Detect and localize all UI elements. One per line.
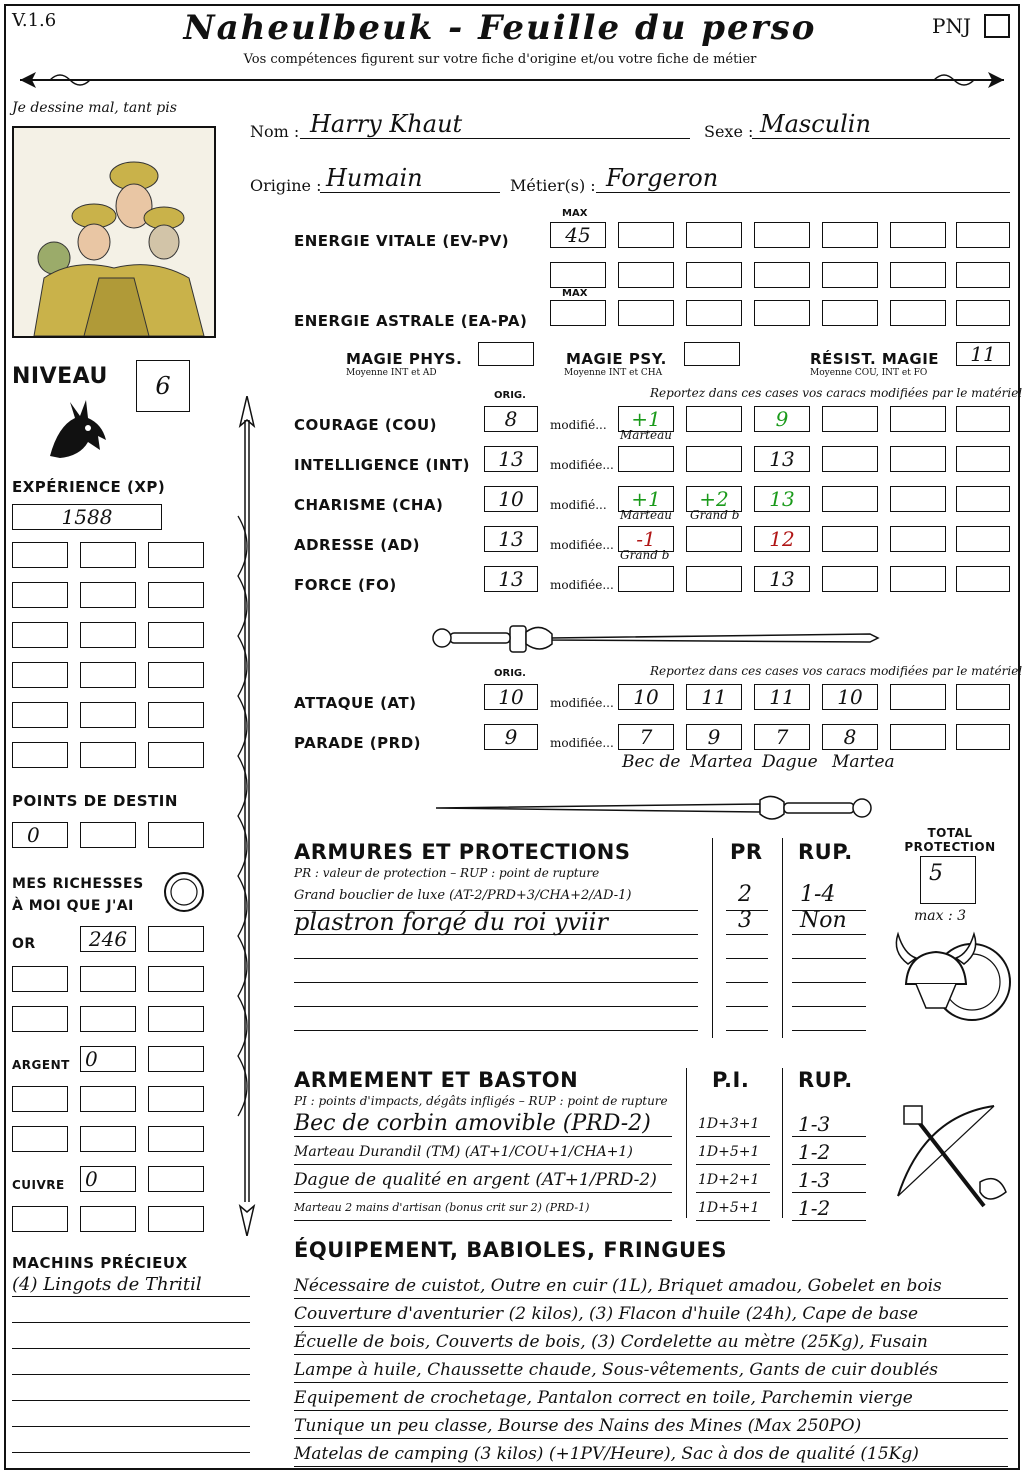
armor-pr[interactable]: 2 xyxy=(738,882,752,907)
ea-box[interactable] xyxy=(890,300,946,326)
portrait-frame xyxy=(12,126,216,338)
xp-box[interactable] xyxy=(12,742,68,768)
carac-label: CHARISME (CHA) xyxy=(294,496,444,514)
xp-box[interactable] xyxy=(80,622,136,648)
weapons-divider-2 xyxy=(782,1068,783,1218)
armor-name[interactable]: Grand bouclier de luxe (AT-2/PRD+3/CHA+2/AD-1) xyxy=(294,888,632,903)
xp-box[interactable] xyxy=(80,662,136,688)
armor-line xyxy=(294,958,698,959)
weapon-name[interactable]: Marteau Durandil (TM) (AT+1/COU+1/CHA+1) xyxy=(294,1144,633,1160)
carac-mod-box[interactable] xyxy=(822,566,878,592)
equipment-item[interactable]: Tunique un peu classe, Bourse des Nains des Mines (Max 250PO) xyxy=(294,1416,862,1436)
arrow-ornament-icon xyxy=(10,68,1014,92)
ea-box[interactable] xyxy=(686,300,742,326)
silver-box[interactable] xyxy=(148,1046,204,1072)
armor-line xyxy=(294,982,698,983)
pnj-label: PNJ xyxy=(932,14,971,38)
combat-orig-label: ORIG. xyxy=(494,668,526,679)
weapon-pi[interactable]: 1D+3+1 xyxy=(698,1116,760,1132)
carac-orig-box[interactable]: 8 xyxy=(484,406,538,432)
equipment-item[interactable]: Matelas de camping (3 kilos) (+1PV/Heure), Sac à dos de qualité (15Kg) xyxy=(294,1444,919,1464)
weapon-pi-line xyxy=(696,1164,770,1165)
total-protection-label: TOTAL PROTECTION xyxy=(904,826,996,854)
subtitle: Vos compétences figurent sur votre fiche d'origine et/ou votre fiche de métier xyxy=(243,52,757,67)
carac-mod-box[interactable] xyxy=(822,406,878,432)
destin-label: POINTS DE DESTIN xyxy=(12,792,178,810)
armor-pr[interactable]: 3 xyxy=(738,908,752,933)
weapons-pi-header: P.I. xyxy=(712,1068,750,1092)
armor-name[interactable]: plastron forgé du roi yviir xyxy=(294,908,608,936)
weapon-rup[interactable]: 1-2 xyxy=(798,1140,831,1164)
nom-value[interactable]: Harry Khaut xyxy=(310,110,463,138)
equipment-item[interactable]: Nécessaire de cuistot, Outre en cuir (1L), Briquet amadou, Gobelet en bois xyxy=(294,1276,942,1296)
gold-box[interactable] xyxy=(12,1006,68,1032)
equipment-item[interactable]: Écuelle de bois, Couverts de bois, (3) Cordelette au mètre (25Kg), Fusain xyxy=(294,1332,928,1352)
armor-rup-line xyxy=(792,934,866,935)
equipment-line xyxy=(294,1382,1008,1383)
xp-box[interactable] xyxy=(12,622,68,648)
sexe-label: Sexe : xyxy=(704,122,754,141)
gold-box[interactable] xyxy=(12,966,68,992)
silver-box[interactable] xyxy=(80,1126,136,1152)
argent-box[interactable]: 0 xyxy=(80,1046,136,1072)
carac-mod-box-2[interactable]: +2 xyxy=(686,486,742,512)
origine-label: Origine : xyxy=(250,176,322,195)
copper-box[interactable] xyxy=(12,1206,68,1232)
carac-mod-box[interactable] xyxy=(890,486,946,512)
carac-mod-box[interactable] xyxy=(890,406,946,432)
carac-mod-box-2[interactable] xyxy=(686,406,742,432)
sword-icon-2 xyxy=(430,790,880,826)
combat-weapon-note: Bec de xyxy=(622,752,681,772)
equipment-item[interactable]: Equipement de crochetage, Pantalon correct en toile, Parchemin vierge xyxy=(294,1388,913,1408)
armor-rup-line xyxy=(792,1030,866,1031)
carac-mod-box-1[interactable]: -1 xyxy=(618,526,674,552)
machins-line xyxy=(12,1400,250,1401)
armor-rup[interactable]: 1-4 xyxy=(800,882,836,907)
combat-weapon-note: Martea xyxy=(832,752,895,772)
carac-orig-box[interactable]: 13 xyxy=(484,446,538,472)
xp-box[interactable] xyxy=(148,622,204,648)
combat-mod-box[interactable] xyxy=(890,684,946,710)
carac-mod-box[interactable] xyxy=(956,526,1010,552)
ea-max-label: MAX xyxy=(562,288,588,299)
weapon-name[interactable]: Bec de corbin amovible (PRD-2) xyxy=(294,1111,651,1136)
combat-mod-box[interactable]: 7 xyxy=(754,724,810,750)
magie-psy-box[interactable] xyxy=(684,342,740,366)
equipment-line xyxy=(294,1466,1008,1467)
machins-line xyxy=(12,1348,250,1349)
silver-box[interactable] xyxy=(80,1086,136,1112)
crossed-weapons-icon xyxy=(884,1096,1014,1216)
combat-label: ATTAQUE (AT) xyxy=(294,694,417,712)
weapon-pi-line xyxy=(696,1136,770,1137)
equipment-title: ÉQUIPEMENT, BABIOLES, FRINGUES xyxy=(294,1238,727,1262)
combat-mod-box[interactable]: 8 xyxy=(822,724,878,750)
weapon-pi[interactable]: 1D+5+1 xyxy=(698,1200,760,1216)
carac-mod-box[interactable] xyxy=(956,446,1010,472)
weapon-rup[interactable]: 1-3 xyxy=(798,1168,831,1192)
carac-mod-box-1[interactable] xyxy=(618,566,674,592)
weapon-line xyxy=(294,1220,672,1221)
xp-box[interactable] xyxy=(12,702,68,728)
metier-label: Métier(s) : xyxy=(510,176,596,195)
ev-box[interactable] xyxy=(754,262,810,288)
combat-modified-label: modifiée... xyxy=(550,736,614,750)
armor-line xyxy=(294,1006,698,1007)
machins-line xyxy=(12,1426,250,1427)
xp-box[interactable] xyxy=(80,702,136,728)
ev-box[interactable] xyxy=(956,222,1010,248)
copper-box[interactable] xyxy=(148,1206,204,1232)
carac-mod-note-2: Grand b xyxy=(690,508,740,522)
carac-mod-box-3[interactable]: 9 xyxy=(754,406,810,432)
weapon-line xyxy=(294,1192,672,1193)
weapons-note: PI : points d'impacts, dégâts infligés – RUP : point de rupture xyxy=(294,1094,668,1108)
gold-box[interactable] xyxy=(148,1006,204,1032)
combat-mod-box[interactable] xyxy=(890,724,946,750)
ea-box[interactable] xyxy=(822,300,878,326)
cuivre-label: CUIVRE xyxy=(12,1178,65,1192)
carac-orig-box[interactable]: 13 xyxy=(484,566,538,592)
ev-box[interactable] xyxy=(822,222,878,248)
resist-magie-label: RÉSIST. MAGIE xyxy=(810,350,940,368)
portrait-caption: Je dessine mal, tant pis xyxy=(12,100,177,116)
carac-mod-box[interactable] xyxy=(822,486,878,512)
carac-label: COURAGE (COU) xyxy=(294,416,438,434)
equipment-line xyxy=(294,1326,1008,1327)
weapon-pi[interactable]: 1D+5+1 xyxy=(698,1144,760,1160)
ev-max-label: MAX xyxy=(562,208,588,219)
carac-mod-box-3[interactable]: 13 xyxy=(754,566,810,592)
carac-mod-box-2[interactable] xyxy=(686,446,742,472)
weapon-pi-line xyxy=(696,1192,770,1193)
carac-mod-box-3[interactable]: 13 xyxy=(754,486,810,512)
adventurers-portrait-icon xyxy=(14,128,214,336)
ea-label: ENERGIE ASTRALE (EA-PA) xyxy=(294,312,528,330)
cuivre-box[interactable]: 0 xyxy=(80,1166,136,1192)
carac-modified-label: modifié... xyxy=(550,418,607,432)
carac-orig-box[interactable]: 10 xyxy=(484,486,538,512)
ev-box[interactable] xyxy=(618,262,674,288)
combat-mod-box[interactable] xyxy=(956,724,1010,750)
carac-note: Reportez dans ces cases vos caracs modifiées par le matériel xyxy=(650,386,1023,400)
xp-box[interactable] xyxy=(148,742,204,768)
carac-mod-box[interactable] xyxy=(956,406,1010,432)
magie-psy-label: MAGIE PSY. xyxy=(566,350,667,368)
destin-box-3[interactable] xyxy=(148,822,204,848)
armor-pr-line xyxy=(726,934,768,935)
ev-box[interactable] xyxy=(754,222,810,248)
ev-box[interactable] xyxy=(618,222,674,248)
carac-orig-box[interactable]: 13 xyxy=(484,526,538,552)
combat-label: PARADE (PRD) xyxy=(294,734,422,752)
carac-label: ADRESSE (AD) xyxy=(294,536,421,554)
xp-box[interactable] xyxy=(80,742,136,768)
gold-box[interactable] xyxy=(80,966,136,992)
destin-box[interactable]: 0 xyxy=(12,822,68,848)
pnj-checkbox[interactable] xyxy=(984,14,1010,38)
armor-pr-line xyxy=(726,1006,768,1007)
sexe-value[interactable]: Masculin xyxy=(760,110,871,138)
orig-label: ORIG. xyxy=(494,390,526,401)
version: V.1.6 xyxy=(12,10,57,31)
carac-modified-label: modifiée... xyxy=(550,538,614,552)
machins-line xyxy=(12,1296,250,1297)
ea-box[interactable] xyxy=(956,300,1010,326)
xp-label: EXPÉRIENCE (XP) xyxy=(12,478,166,496)
combat-mod-box[interactable]: 11 xyxy=(686,684,742,710)
weapon-line xyxy=(294,1164,672,1165)
or-label: OR xyxy=(12,936,36,952)
weapon-rup[interactable]: 1-3 xyxy=(798,1112,831,1136)
ev-box[interactable] xyxy=(686,222,742,248)
copper-box[interactable] xyxy=(80,1206,136,1232)
magie-psy-sub: Moyenne INT et CHA xyxy=(564,368,663,378)
or-box-2[interactable] xyxy=(148,926,204,952)
xp-box[interactable] xyxy=(12,662,68,688)
carac-mod-box-1[interactable]: +1 xyxy=(618,486,674,512)
ea-box[interactable] xyxy=(754,300,810,326)
weapons-title: ARMEMENT ET BASTON xyxy=(294,1068,579,1092)
carac-mod-box[interactable] xyxy=(822,526,878,552)
machins-line xyxy=(12,1374,250,1375)
carac-mod-note-1: Grand b xyxy=(620,548,670,562)
weapon-rup-line xyxy=(792,1220,866,1221)
equipment-line xyxy=(294,1354,1008,1355)
armor-note: PR : valeur de protection – RUP : point de rupture xyxy=(294,866,600,880)
carac-mod-box[interactable] xyxy=(956,486,1010,512)
machins-value[interactable]: (4) Lingots de Thritil xyxy=(12,1274,202,1295)
armor-pr-header: PR xyxy=(730,840,763,864)
carac-mod-box[interactable] xyxy=(890,526,946,552)
silver-box[interactable] xyxy=(12,1086,68,1112)
xp-box[interactable] xyxy=(148,582,204,608)
xp-box[interactable] xyxy=(80,582,136,608)
origine-value[interactable]: Humain xyxy=(326,164,423,192)
carac-mod-box[interactable] xyxy=(822,446,878,472)
xp-box[interactable] xyxy=(12,582,68,608)
xp-box[interactable]: 1588 xyxy=(12,504,162,530)
carac-modified-label: modifiée... xyxy=(550,458,614,472)
armor-rup-line xyxy=(792,1006,866,1007)
richesses-label-1: MES RICHESSES xyxy=(12,876,144,892)
carac-mod-box[interactable] xyxy=(956,566,1010,592)
combat-mod-box[interactable]: 10 xyxy=(822,684,878,710)
carac-mod-box[interactable] xyxy=(890,446,946,472)
helmet-shield-icon xyxy=(886,924,1016,1034)
weapon-rup[interactable]: 1-2 xyxy=(798,1196,831,1220)
weapon-rup-line xyxy=(792,1136,866,1137)
equipment-item[interactable]: Lampe à huile, Chaussette chaude, Sous-vêtements, Gants de cuir doublés xyxy=(294,1360,938,1380)
weapons-divider-1 xyxy=(686,1068,687,1218)
equipment-line xyxy=(294,1298,1008,1299)
ev-box[interactable] xyxy=(686,262,742,288)
equipment-line xyxy=(294,1410,1008,1411)
armor-line xyxy=(294,1030,698,1031)
argent-label: ARGENT xyxy=(12,1058,70,1072)
weapons-rup-header: RUP. xyxy=(798,1068,853,1092)
nom-label: Nom : xyxy=(250,122,300,141)
combat-orig-box[interactable]: 10 xyxy=(484,684,538,710)
niveau-box[interactable]: 6 xyxy=(136,360,190,412)
ev-box[interactable] xyxy=(550,262,606,288)
spear-icon xyxy=(232,396,262,1236)
total-protection-box[interactable]: 5 xyxy=(920,856,976,904)
combat-note: Reportez dans ces cases vos caracs modifiées par le matériel xyxy=(650,664,1023,678)
armor-rup-header: RUP. xyxy=(798,840,853,864)
combat-modified-label: modifiée... xyxy=(550,696,614,710)
machins-label: MACHINS PRÉCIEUX xyxy=(12,1254,188,1272)
carac-label: INTELLIGENCE (INT) xyxy=(294,456,470,474)
armor-divider-2 xyxy=(782,838,783,1038)
ev-label: ENERGIE VITALE (EV-PV) xyxy=(294,232,510,250)
carac-modified-label: modifiée... xyxy=(550,578,614,592)
carac-mod-note-1: Marteau xyxy=(620,508,672,522)
carac-modified-label: modifié... xyxy=(550,498,607,512)
ev-max-box[interactable]: 45 xyxy=(550,222,606,248)
armor-rup[interactable]: Non xyxy=(800,908,847,933)
weapon-name[interactable]: Dague de qualité en argent (AT+1/PRD-2) xyxy=(294,1170,657,1190)
carac-mod-box-3[interactable]: 12 xyxy=(754,526,810,552)
combat-weapon-note: Dague xyxy=(762,752,818,772)
weapon-rup-line xyxy=(792,1192,866,1193)
copper-box[interactable] xyxy=(148,1166,204,1192)
weapon-line xyxy=(294,1136,672,1137)
carac-mod-box-3[interactable]: 13 xyxy=(754,446,810,472)
magie-phys-sub: Moyenne INT et AD xyxy=(346,368,437,378)
xp-box[interactable] xyxy=(80,542,136,568)
carac-mod-box-1[interactable] xyxy=(618,446,674,472)
gold-box[interactable] xyxy=(80,1006,136,1032)
sword-icon xyxy=(430,618,880,658)
xp-box[interactable] xyxy=(148,542,204,568)
weapon-name[interactable]: Marteau 2 mains d'artisan (bonus crit sur 2) (PRD-1) xyxy=(294,1201,590,1214)
carac-label: FORCE (FO) xyxy=(294,576,397,594)
combat-weapon-note: Martea xyxy=(690,752,753,772)
armor-rup-line xyxy=(792,982,866,983)
destin-box-2[interactable] xyxy=(80,822,136,848)
silver-box[interactable] xyxy=(12,1126,68,1152)
ev-box[interactable] xyxy=(822,262,878,288)
ea-box[interactable] xyxy=(618,300,674,326)
weapon-pi[interactable]: 1D+2+1 xyxy=(698,1172,760,1188)
silver-box[interactable] xyxy=(148,1126,204,1152)
silver-box[interactable] xyxy=(148,1086,204,1112)
gold-box[interactable] xyxy=(148,966,204,992)
combat-mod-box[interactable] xyxy=(956,684,1010,710)
carac-mod-note-1: Marteau xyxy=(620,428,672,442)
equipment-line xyxy=(294,1438,1008,1439)
richesses-label-2: À MOI QUE J'AI xyxy=(12,898,134,914)
armor-divider-1 xyxy=(712,838,713,1038)
resist-magie-box[interactable]: 11 xyxy=(956,342,1010,366)
weapon-rup-line xyxy=(792,1164,866,1165)
or-box[interactable]: 246 xyxy=(80,926,136,952)
carac-mod-box-2[interactable] xyxy=(686,526,742,552)
combat-mod-box[interactable]: 10 xyxy=(618,684,674,710)
ea-max-box[interactable] xyxy=(550,300,606,326)
armor-pr-line xyxy=(726,982,768,983)
armor-pr-line xyxy=(726,1030,768,1031)
armor-pr-line xyxy=(726,958,768,959)
xp-box[interactable] xyxy=(148,702,204,728)
combat-mod-box[interactable]: 7 xyxy=(618,724,674,750)
resist-magie-sub: Moyenne COU, INT et FO xyxy=(810,368,928,378)
machins-line xyxy=(12,1322,250,1323)
ev-box[interactable] xyxy=(890,262,946,288)
coin-icon xyxy=(162,870,206,914)
total-protection-max: max : 3 xyxy=(914,908,967,924)
combat-orig-box[interactable]: 9 xyxy=(484,724,538,750)
niveau-label: NIVEAU xyxy=(12,364,108,389)
combat-mod-box[interactable]: 11 xyxy=(754,684,810,710)
dragon-icon xyxy=(40,396,110,466)
armor-title: ARMURES ET PROTECTIONS xyxy=(294,840,631,864)
weapon-pi-line xyxy=(696,1220,770,1221)
magie-phys-label: MAGIE PHYS. xyxy=(346,350,463,368)
xp-box[interactable] xyxy=(12,542,68,568)
carac-mod-box-2[interactable] xyxy=(686,566,742,592)
machins-line xyxy=(12,1452,250,1453)
equipment-item[interactable]: Couverture d'aventurier (2 kilos), (3) Flacon d'huile (24h), Cape de base xyxy=(294,1304,919,1324)
metier-value[interactable]: Forgeron xyxy=(606,164,719,192)
magie-phys-box[interactable] xyxy=(478,342,534,366)
combat-mod-box[interactable]: 9 xyxy=(686,724,742,750)
carac-mod-box-1[interactable]: +1 xyxy=(618,406,674,432)
page-title: Naheulbeuk - Feuille du perso xyxy=(183,8,817,48)
carac-mod-box[interactable] xyxy=(890,566,946,592)
xp-box[interactable] xyxy=(148,662,204,688)
ev-box[interactable] xyxy=(890,222,946,248)
ev-box[interactable] xyxy=(956,262,1010,288)
armor-rup-line xyxy=(792,958,866,959)
